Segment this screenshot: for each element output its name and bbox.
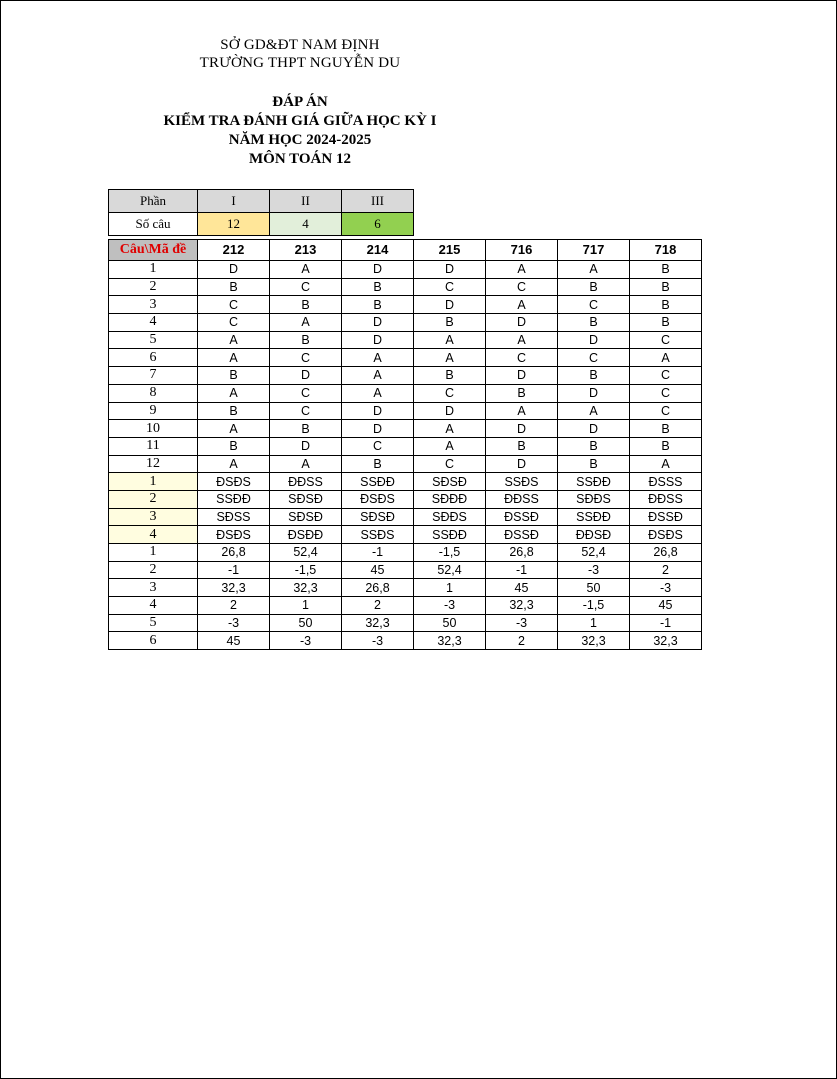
answer-cell: B [342,278,414,296]
section-summary-table [108,189,414,236]
answer-cell: B [270,420,342,438]
answer-cell: C [486,349,558,367]
question-number: 3 [109,296,198,314]
answer-cell: 2 [198,597,270,615]
answer-cell: D [486,314,558,332]
question-number: 5 [109,331,198,349]
answer-cell: ĐSĐS [198,473,270,491]
answer-row [109,632,702,650]
answer-cell: B [630,278,702,296]
question-number: 1 [109,473,198,491]
answer-cell: -3 [270,632,342,650]
answer-cell: -1 [198,561,270,579]
section-count-2: 4 [270,213,342,236]
answer-cell: 26,8 [342,579,414,597]
question-number: 2 [109,490,198,508]
title-line-4: MÔN TOÁN 12 [249,151,351,167]
answer-cell: C [558,349,630,367]
answer-cell: ĐĐSS [630,490,702,508]
section-count-3: 6 [342,213,414,236]
answer-cell: B [558,437,630,455]
answer-cell: B [198,437,270,455]
answer-cell: B [342,296,414,314]
title-line-2: KIỂM TRA ĐÁNH GIÁ GIỮA HỌC KỲ I [163,113,437,129]
answer-cell: C [270,402,342,420]
answer-cell: C [630,367,702,385]
answer-row [109,597,702,615]
count-row-label: Số câu [109,213,198,236]
answer-cell: SSĐĐ [414,526,486,544]
answer-cell: C [486,278,558,296]
answer-cell: B [630,296,702,314]
answer-row [109,384,702,402]
answer-cell: C [630,384,702,402]
answer-cell: D [558,420,630,438]
question-number: 1 [109,261,198,279]
section-counts-row [109,213,414,236]
answer-cell: B [270,331,342,349]
answer-cell: A [342,367,414,385]
section-row-label: Phần [109,190,198,213]
answer-cell: 1 [270,597,342,615]
answer-cell: 26,8 [630,544,702,562]
answer-cell: D [342,402,414,420]
answer-cell: SĐSĐ [414,473,486,491]
answer-cell: SSĐS [486,473,558,491]
answer-cell: A [414,331,486,349]
answer-cell: D [342,314,414,332]
question-number: 6 [109,632,198,650]
answer-cell: 45 [630,597,702,615]
answer-cell: ĐSSĐ [486,508,558,526]
section-name-2: II [270,190,342,213]
answer-cell: SĐĐĐ [414,490,486,508]
answer-cell: -3 [486,614,558,632]
answer-cell: C [270,384,342,402]
question-number: 5 [109,614,198,632]
answer-cell: ĐSSĐ [486,526,558,544]
answer-cell: 52,4 [414,561,486,579]
answer-cell: 52,4 [270,544,342,562]
answer-row [109,349,702,367]
answer-cell: A [270,261,342,279]
question-number: 4 [109,597,198,615]
answer-row [109,420,702,438]
answer-cell: D [486,420,558,438]
exam-code-header: 718 [630,240,702,261]
answer-cell: ĐĐSS [270,473,342,491]
answer-row [109,473,702,491]
answer-row [109,579,702,597]
question-number: 3 [109,579,198,597]
answer-cell: C [198,314,270,332]
answer-cell: D [414,261,486,279]
answer-cell: ĐSSĐ [630,508,702,526]
answer-cell: C [630,402,702,420]
answer-cell: B [630,420,702,438]
answer-cell: SĐĐS [414,508,486,526]
answer-row [109,437,702,455]
answer-row [109,331,702,349]
answer-row [109,261,702,279]
answer-cell: A [630,349,702,367]
answer-cell: A [558,402,630,420]
answer-cell: SSĐĐ [198,490,270,508]
answer-cell: C [414,278,486,296]
answer-row [109,455,702,473]
section-name-1: I [198,190,270,213]
answer-cell: 32,3 [486,597,558,615]
answer-row [109,526,702,544]
answer-cell: -1 [630,614,702,632]
answer-cell: 45 [198,632,270,650]
question-number: 8 [109,384,198,402]
answer-cell: -1,5 [414,544,486,562]
answer-cell: D [270,437,342,455]
answer-cell: D [558,331,630,349]
answer-cell: D [558,384,630,402]
answer-cell: B [270,296,342,314]
answer-cell: A [414,437,486,455]
answer-cell: B [414,367,486,385]
answer-cell: D [342,261,414,279]
answer-cell: -1 [486,561,558,579]
answer-cell: A [198,455,270,473]
answer-cell: 45 [342,561,414,579]
answer-cell: 32,3 [630,632,702,650]
answer-cell: A [198,420,270,438]
question-number: 9 [109,402,198,420]
answer-key-table [108,239,702,650]
question-number: 2 [109,561,198,579]
answer-cell: SSĐS [342,526,414,544]
answer-cell: SĐĐS [558,490,630,508]
question-number: 7 [109,367,198,385]
answer-cell: SSĐĐ [558,508,630,526]
answer-cell: SĐSĐ [270,508,342,526]
answer-row [109,314,702,332]
answer-cell: B [630,437,702,455]
answer-cell: 26,8 [486,544,558,562]
answer-cell: D [414,296,486,314]
answer-cell: C [630,331,702,349]
question-number: 6 [109,349,198,367]
question-number: 4 [109,526,198,544]
answer-cell: 32,3 [414,632,486,650]
answer-cell: ĐĐSĐ [558,526,630,544]
answer-cell: B [342,455,414,473]
answer-row [109,508,702,526]
answer-cell: -1,5 [558,597,630,615]
answer-cell: C [342,437,414,455]
answer-cell: ĐSĐĐ [270,526,342,544]
answer-cell: ĐSĐS [342,490,414,508]
answer-cell: -3 [414,597,486,615]
answer-cell: D [270,367,342,385]
answer-cell: A [198,349,270,367]
question-number: 4 [109,314,198,332]
answer-row [109,561,702,579]
answer-cell: B [486,437,558,455]
answer-cell: 32,3 [270,579,342,597]
answer-cell: -1,5 [270,561,342,579]
answer-cell: B [198,402,270,420]
answer-cell: C [558,296,630,314]
answer-cell: B [558,278,630,296]
answer-cell: C [414,384,486,402]
answer-cell: -3 [558,561,630,579]
answer-cell: C [270,349,342,367]
answer-cell: 50 [414,614,486,632]
answer-cell: 1 [558,614,630,632]
answer-cell: -3 [198,614,270,632]
answer-cell: C [414,455,486,473]
answer-cell: B [558,314,630,332]
section-names-row [109,190,414,213]
answer-cell: ĐĐSS [486,490,558,508]
answer-cell: A [342,349,414,367]
answer-cell: B [486,384,558,402]
answer-cell: SĐSĐ [270,490,342,508]
answer-cell: 32,3 [558,632,630,650]
department-name: SỞ GD&ĐT NAM ĐỊNH [220,37,380,53]
answer-cell: A [270,455,342,473]
answer-cell: C [198,296,270,314]
answer-cell: A [558,261,630,279]
answer-cell: B [630,314,702,332]
answer-cell: B [558,455,630,473]
exam-code-header: 215 [414,240,486,261]
answer-cell: 32,3 [198,579,270,597]
section-count-1: 12 [198,213,270,236]
answer-cell: A [486,402,558,420]
answer-cell: ĐSSS [630,473,702,491]
answer-cell: A [198,331,270,349]
answer-cell: A [198,384,270,402]
answer-cell: 50 [270,614,342,632]
answer-cell: A [486,296,558,314]
answer-cell: SĐSĐ [342,508,414,526]
answer-cell: -3 [342,632,414,650]
answer-cell: 2 [630,561,702,579]
answer-cell: B [198,367,270,385]
answer-cell: 45 [486,579,558,597]
school-name: TRƯỜNG THPT NGUYỄN DU [199,55,401,71]
answer-cell: A [486,261,558,279]
school-header [0,36,600,72]
document-title [0,93,600,169]
answer-cell: D [486,455,558,473]
answer-cell: 50 [558,579,630,597]
answer-cell: D [414,402,486,420]
answer-row [109,490,702,508]
answer-cell: 52,4 [558,544,630,562]
exam-code-header: 717 [558,240,630,261]
answer-cell: B [198,278,270,296]
answer-row [109,296,702,314]
answer-cell: C [270,278,342,296]
answer-cell: 2 [486,632,558,650]
title-line-1: ĐÁP ÁN [272,94,328,110]
question-number: 10 [109,420,198,438]
corner-label: Câu\Mã đề [109,240,198,261]
exam-code-header: 214 [342,240,414,261]
answer-cell: A [414,420,486,438]
answer-row [109,614,702,632]
question-number: 1 [109,544,198,562]
answer-row [109,402,702,420]
question-number: 11 [109,437,198,455]
answer-cell: A [414,349,486,367]
answer-cell: B [558,367,630,385]
answer-cell: A [342,384,414,402]
answer-cell: B [630,261,702,279]
answer-cell: D [198,261,270,279]
answer-cell: A [486,331,558,349]
answer-cell: A [630,455,702,473]
answer-cell: 32,3 [342,614,414,632]
question-number: 12 [109,455,198,473]
answer-row [109,278,702,296]
exam-code-header-row [109,240,702,261]
answer-cell: B [414,314,486,332]
exam-code-header: 716 [486,240,558,261]
answer-cell: 2 [342,597,414,615]
answer-cell: SĐSS [198,508,270,526]
answer-cell: SSĐĐ [342,473,414,491]
question-number: 2 [109,278,198,296]
question-number: 3 [109,508,198,526]
answer-row [109,367,702,385]
answer-cell: -1 [342,544,414,562]
answer-cell: ĐSĐS [630,526,702,544]
answer-cell: 1 [414,579,486,597]
answer-row [109,544,702,562]
title-line-3: NĂM HỌC 2024-2025 [228,132,372,148]
answer-cell: ĐSĐS [198,526,270,544]
answer-cell: A [270,314,342,332]
section-name-3: III [342,190,414,213]
exam-code-header: 213 [270,240,342,261]
answer-cell: -3 [630,579,702,597]
exam-code-header: 212 [198,240,270,261]
answer-cell: 26,8 [198,544,270,562]
answer-cell: D [342,331,414,349]
answer-cell: SSĐĐ [558,473,630,491]
answer-cell: D [342,420,414,438]
answer-cell: D [486,367,558,385]
answer-key-body [109,240,702,650]
